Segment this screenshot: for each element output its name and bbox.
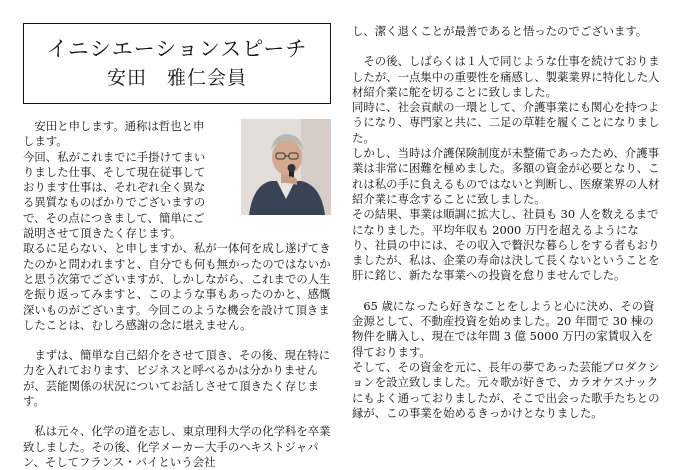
entertainment-paragraph [352, 299, 660, 421]
paragraph-text: 同時に、社会貢献の一環として、介護事業にも関心を持つようになり、専門家と共に、二足の草鞋を履くことになりました。 [352, 100, 660, 145]
continuation-paragraph [352, 24, 660, 39]
paragraph-text: まずは、簡単な自己紹介をさせて頂き、その後、現在特に力を入れております、ビジネスと呼べるかは分かりませんが、芸能関係の状況についてお話しさせて頂きたく存じます。 [23, 348, 331, 409]
left-column [23, 23, 331, 469]
paragraph-gap [23, 333, 331, 348]
intro-line-5: おります仕事は、それぞれ全く異な [23, 180, 206, 195]
paragraph-text: しかし、当時は介護保険制度が未整備であったため、介護事業は非常に困難を極めました。多額の資金が必要となり、これは私の手に負えるものではないと判断し、医療業界の人材紹介業に専念することに致しました。 [352, 146, 660, 206]
paragraph-gap [352, 284, 660, 299]
paragraph-gap [352, 39, 660, 54]
intro-line-1: 安田と申します。通称は哲也と申 [23, 119, 205, 133]
speaker-name: 安田 雅仁会員 [106, 67, 247, 89]
intro-line-3: 今回、私がこれまでに手掛けてまい [23, 149, 206, 164]
intro-paragraph-rest: 取るに足らない、と申しますか、私が一体何を成し遂げてきたのかと問われますと、自分でも何も無かったのではないかと思う次第でございますが、しかしながら、これまでの人生を振り返ってみますと、このような事もあったのかと、感慨深いものがございます。今回このような機会を設けて頂きましたことは、むしろ感謝の念に堪えません。 [23, 241, 331, 332]
speech-title: イニシエーションスピーチ [46, 37, 308, 61]
intro-line-8: 説明させて頂きたく存じます。 [23, 226, 182, 241]
paragraph-text: その後、しばらくは１人で同じような仕事を続けておりましたが、一点集中の重要性を痛感し、製薬業界に特化した人材紹介業に舵を切ることに致しました。 [352, 54, 660, 99]
intro-line-4: りました仕事、そして現在従事して [23, 164, 206, 179]
paragraph-text: し、潔く退くことが最善であると悟ったのでございます。 [352, 24, 648, 38]
career-paragraph [23, 424, 331, 470]
paragraph-text: その結果、事業は順調に拡大し、社員も 30 人を数えるまでになりました。平均年収も 2000 万円を超えるようになり、社員の中には、その収入で贅沢な暮らしをする者もおりましたが、私は、企業の寿命は決して長くないということを肝に銘じ、新たな事業への投資を怠りませんでした。 [352, 207, 660, 283]
paragraph-text: そして、その資金を元に、長年の夢であった芸能プロダクションを設立致しました。元々歌が好きで、カラオケスナックにもよく通っておりましたが、そこで出会った歌手たちとの縁が、この事業を始めるきっかけとなりました。 [352, 359, 660, 420]
paragraph-gap [23, 409, 331, 424]
paragraph-text: 65 歳になったら好きなことをしようと心に決め、その資金源として、不動産投資を始めました。20 年間で 30 棟の物件を購入し、現在では年間 3 億 5000 万円の家賃収入を得ております。 [352, 298, 655, 359]
intro-section [23, 119, 331, 333]
paragraph-text: 私は元々、化学の道を志し、東京理科大学の化学科を卒業致しました。その後、化学メーカー大手のヘキストジャパン、そしてフランス・パイという会社 [23, 424, 331, 469]
intro-line-6: る異質なものばかりでございますの [23, 195, 206, 210]
intro-line-2: します。 [23, 134, 68, 149]
right-column [352, 24, 660, 450]
speaker-photo-illustration [241, 119, 331, 215]
intro-line-7: で、その点につきまして、簡単にご [23, 210, 205, 225]
business-paragraph [352, 54, 660, 283]
self-intro-paragraph [23, 348, 331, 409]
speaker-photo [241, 119, 331, 215]
title-box [23, 23, 331, 104]
